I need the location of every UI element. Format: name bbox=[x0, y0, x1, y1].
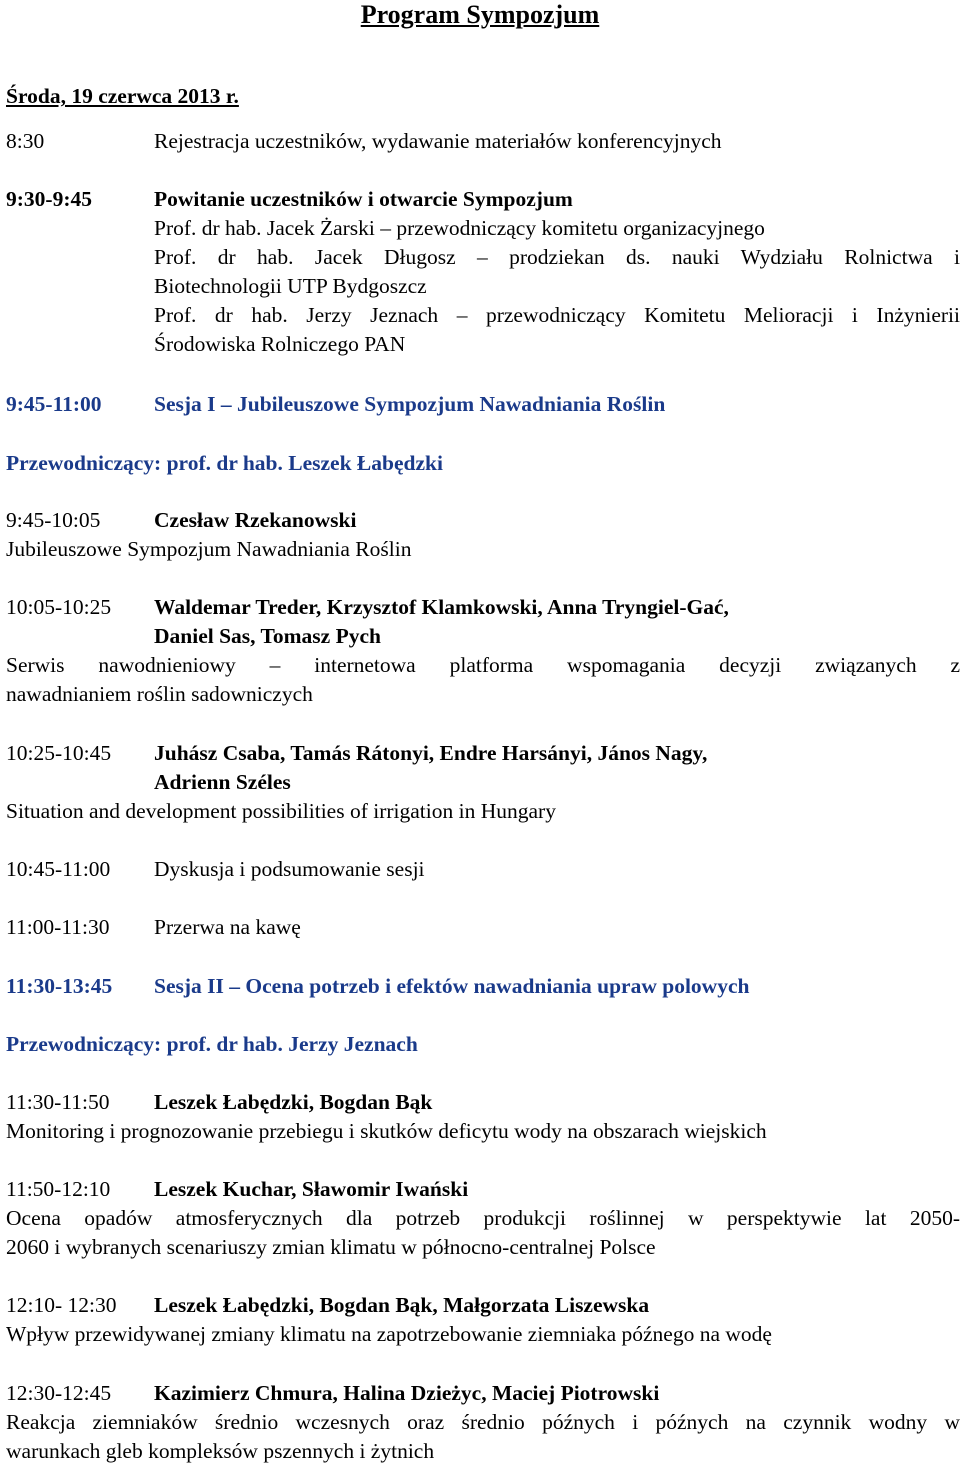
event-opening-line: Środowiska Rolniczego PAN bbox=[154, 332, 406, 356]
time-e1: 8:30 bbox=[6, 129, 45, 153]
time-e2: 9:30-9:45 bbox=[6, 187, 92, 211]
session-2-title: Sesja II – Ocena potrzeb i efektów nawadniania upraw polowych bbox=[154, 974, 750, 998]
p2-authors: Daniel Sas, Tomasz Pych bbox=[154, 624, 381, 648]
p1-authors: Czesław Rzekanowski bbox=[154, 508, 357, 532]
justify-text: Serwis nawodnieniowy – internetowa platforma wspomagania decyzji związanych z bbox=[6, 653, 960, 677]
time-p6: 12:10- 12:30 bbox=[6, 1293, 117, 1317]
event-opening-line: Prof. dr hab. Jacek Żarski – przewodniczący komitetu organizacyjnego bbox=[154, 216, 765, 240]
time-p1: 9:45-10:05 bbox=[6, 508, 101, 532]
justify-text: Prof. dr hab. Jerzy Jeznach – przewodniczący Komitetu Melioracji i Inżynierii bbox=[154, 303, 960, 327]
event-opening-line-justified bbox=[154, 244, 960, 270]
time-e3: 10:45-11:00 bbox=[6, 857, 111, 881]
p1-title: Jubileuszowe Sympozjum Nawadniania Roślin bbox=[6, 537, 412, 561]
p7-title-justified bbox=[6, 1409, 960, 1435]
justify-text: Ocena opadów atmosferycznych dla potrzeb produkcji roślinnej w perspektywie lat 2050- bbox=[6, 1206, 960, 1230]
p6-title: Wpływ przewidywanej zmiany klimatu na zapotrzebowanie ziemniaka późnego na wodę bbox=[6, 1322, 772, 1346]
time-p4: 11:30-11:50 bbox=[6, 1090, 110, 1114]
p4-authors: Leszek Łabędzki, Bogdan Bąk bbox=[154, 1090, 433, 1114]
time-e4: 11:00-11:30 bbox=[6, 915, 110, 939]
time-p5: 11:50-12:10 bbox=[6, 1177, 111, 1201]
p7-title: warunkach gleb kompleksów pszennych i żytnich bbox=[6, 1439, 435, 1463]
page-title: Program Sympozjum bbox=[360, 0, 600, 29]
p2-title: nawadnianiem roślin sadowniczych bbox=[6, 682, 313, 706]
p2-authors: Waldemar Treder, Krzysztof Klamkowski, Anna Tryngiel-Gać, bbox=[154, 595, 729, 619]
p6-authors: Leszek Łabędzki, Bogdan Bąk, Małgorzata Liszewska bbox=[154, 1293, 650, 1317]
p4-title: Monitoring i prognozowanie przebiegu i skutków deficytu wody na obszarach wiejskich bbox=[6, 1119, 767, 1143]
p3-authors: Juhász Csaba, Tamás Rátonyi, Endre Harsányi, János Nagy, bbox=[154, 741, 708, 765]
session-1-title: Sesja I – Jubileuszowe Sympozjum Nawadniania Roślin bbox=[154, 392, 666, 416]
justify-text: Reakcja ziemniaków średnio wczesnych oraz średnio późnych i późnych na czynnik wodny w bbox=[6, 1410, 960, 1434]
session-1-chair: Przewodniczący: prof. dr hab. Leszek Łabędzki bbox=[6, 451, 443, 475]
event-coffee-break: Przerwa na kawę bbox=[154, 915, 301, 939]
time-p3: 10:25-10:45 bbox=[6, 741, 112, 765]
event-opening-line: Biotechnologii UTP Bydgoszcz bbox=[154, 274, 427, 298]
event-opening-title: Powitanie uczestników i otwarcie Sympozjum bbox=[154, 187, 573, 211]
time-p2: 10:05-10:25 bbox=[6, 595, 112, 619]
event-opening-line-justified bbox=[154, 302, 960, 328]
session-2-chair: Przewodniczący: prof. dr hab. Jerzy Jeznach bbox=[6, 1032, 418, 1056]
event-registration: Rejestracja uczestników, wydawanie materiałów konferencyjnych bbox=[154, 129, 722, 153]
p5-title: 2060 i wybranych scenariuszy zmian klimatu w północno-centralnej Polsce bbox=[6, 1235, 656, 1259]
time-session-1: 9:45-11:00 bbox=[6, 392, 102, 416]
p3-authors: Adrienn Széles bbox=[154, 770, 291, 794]
time-p7: 12:30-12:45 bbox=[6, 1381, 112, 1405]
p5-title-justified bbox=[6, 1205, 960, 1231]
event-discussion: Dyskusja i podsumowanie sesji bbox=[154, 857, 425, 881]
p5-authors: Leszek Kuchar, Sławomir Iwański bbox=[154, 1177, 469, 1201]
p3-title: Situation and development possibilities of irrigation in Hungary bbox=[6, 799, 556, 823]
time-session-2: 11:30-13:45 bbox=[6, 974, 113, 998]
p2-title-justified bbox=[6, 652, 960, 678]
p7-authors: Kazimierz Chmura, Halina Dzieżyc, Maciej Piotrowski bbox=[154, 1381, 660, 1405]
day-heading: Środa, 19 czerwca 2013 r. bbox=[6, 84, 239, 108]
justify-text: Prof. dr hab. Jacek Długosz – prodziekan ds. nauki Wydziału Rolnictwa i bbox=[154, 245, 960, 269]
